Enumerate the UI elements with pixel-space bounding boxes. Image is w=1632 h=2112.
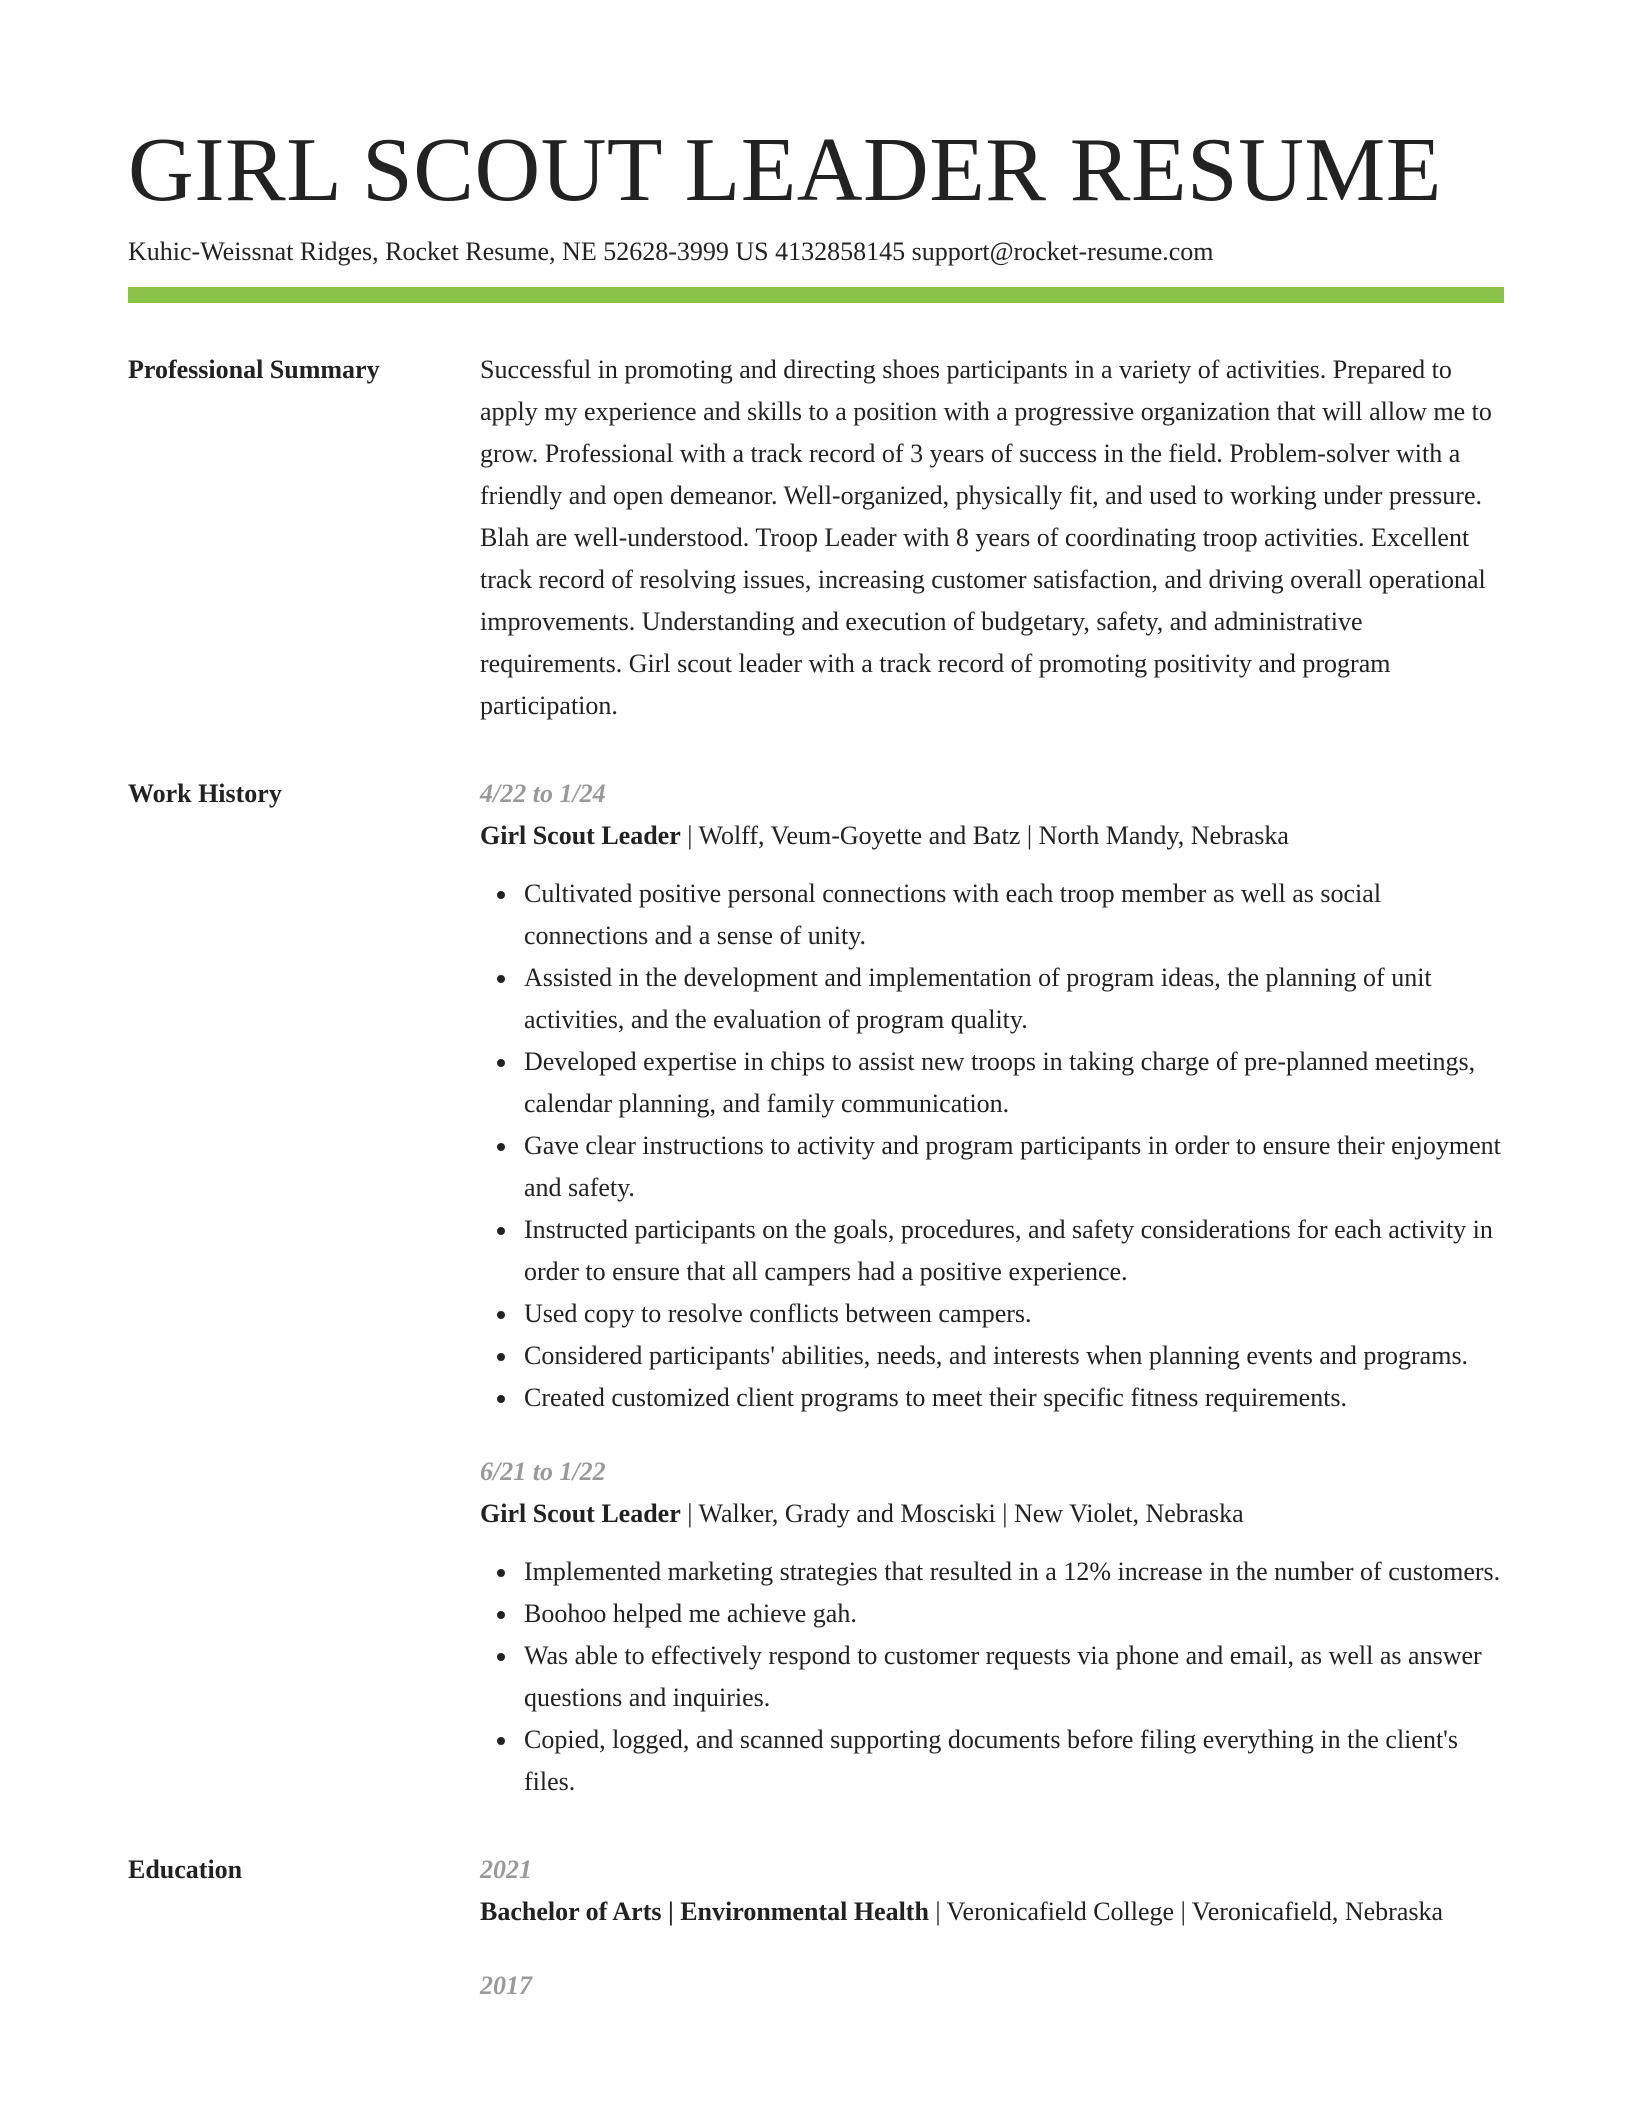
list-item: Instructed participants on the goals, procedures, and safety considerations for each activity in order to ensure that all campers had a positive experience.	[524, 1209, 1504, 1293]
work-history-label: Work History	[128, 779, 282, 808]
job-entry	[480, 773, 1504, 1419]
education-body	[480, 1849, 1504, 2007]
job-bullets	[480, 1551, 1504, 1803]
job-employer: | Walker, Grady and Mosciski | New Violet, Nebraska	[680, 1499, 1244, 1528]
education-date: 2017	[480, 1971, 532, 2000]
summary-section	[128, 349, 1504, 727]
header-divider	[128, 287, 1504, 303]
job-date: 4/22 to 1/24	[480, 779, 606, 808]
summary-text: Successful in promoting and directing shoes participants in a variety of activities. Prepared to apply my experience and skills to a position with a progressive organization that will allow me to grow. Professional with a track record of 3 years of success in the field. Problem-solver with a friendly and open demeanor. Well-organized, physically fit, and used to working under pressure. Blah are well-understood. Troop Leader with 8 years of coordinating troop activities. Excellent track record of resolving issues, increasing customer satisfaction, and driving overall operational improvements. Understanding and execution of budgetary, safety, and administrative requirements. Girl scout leader with a track record of promoting positivity and program participation.	[480, 355, 1492, 720]
summary-label: Professional Summary	[128, 355, 380, 384]
resume-page	[128, 118, 1504, 2007]
list-item: Cultivated positive personal connections with each troop member as well as social connections and a sense of unity.	[524, 873, 1504, 957]
education-entry	[480, 1965, 1504, 2007]
education-section	[128, 1849, 1504, 2007]
job-line	[480, 815, 1504, 857]
education-degree: Bachelor of Arts | Environmental Health	[480, 1897, 929, 1926]
resume-title: GIRL SCOUT LEADER RESUME	[128, 119, 1442, 220]
list-item: Developed expertise in chips to assist new troops in taking charge of pre-planned meetings, calendar planning, and family communication.	[524, 1041, 1504, 1125]
education-school: | Veronicafield College | Veronicafield, Nebraska	[928, 1897, 1444, 1926]
list-item: Assisted in the development and implementation of program ideas, the planning of unit activities, and the evaluation of program quality.	[524, 957, 1504, 1041]
job-date: 6/21 to 1/22	[480, 1457, 606, 1486]
contact-line: Kuhic-Weissnat Ridges, Rocket Resume, NE 52628-3999 US 4132858145 support@rocket-resume.com	[128, 237, 1214, 266]
list-item: Copied, logged, and scanned supporting documents before filing everything in the client's files.	[524, 1719, 1504, 1803]
list-item: Implemented marketing strategies that resulted in a 12% increase in the number of customers.	[524, 1551, 1504, 1593]
job-title: Girl Scout Leader	[480, 821, 681, 850]
job-bullets	[480, 873, 1504, 1419]
education-label: Education	[128, 1855, 243, 1884]
job-employer: | Wolff, Veum-Goyette and Batz | North Mandy, Nebraska	[680, 821, 1289, 850]
job-entry	[480, 1451, 1504, 1803]
job-line	[480, 1493, 1504, 1535]
list-item: Gave clear instructions to activity and program participants in order to ensure their enjoyment and safety.	[524, 1125, 1504, 1209]
list-item: Considered participants' abilities, needs, and interests when planning events and programs.	[524, 1335, 1504, 1377]
education-date: 2021	[480, 1855, 532, 1884]
work-history-section	[128, 773, 1504, 1803]
list-item: Used copy to resolve conflicts between campers.	[524, 1293, 1504, 1335]
list-item: Created customized client programs to meet their specific fitness requirements.	[524, 1377, 1504, 1419]
education-entry	[480, 1849, 1504, 1933]
work-history-body	[480, 773, 1504, 1803]
list-item: Boohoo helped me achieve gah.	[524, 1593, 1504, 1635]
job-title: Girl Scout Leader	[480, 1499, 681, 1528]
list-item: Was able to effectively respond to customer requests via phone and email, as well as answer questions and inquiries.	[524, 1635, 1504, 1719]
education-line	[480, 1891, 1504, 1933]
